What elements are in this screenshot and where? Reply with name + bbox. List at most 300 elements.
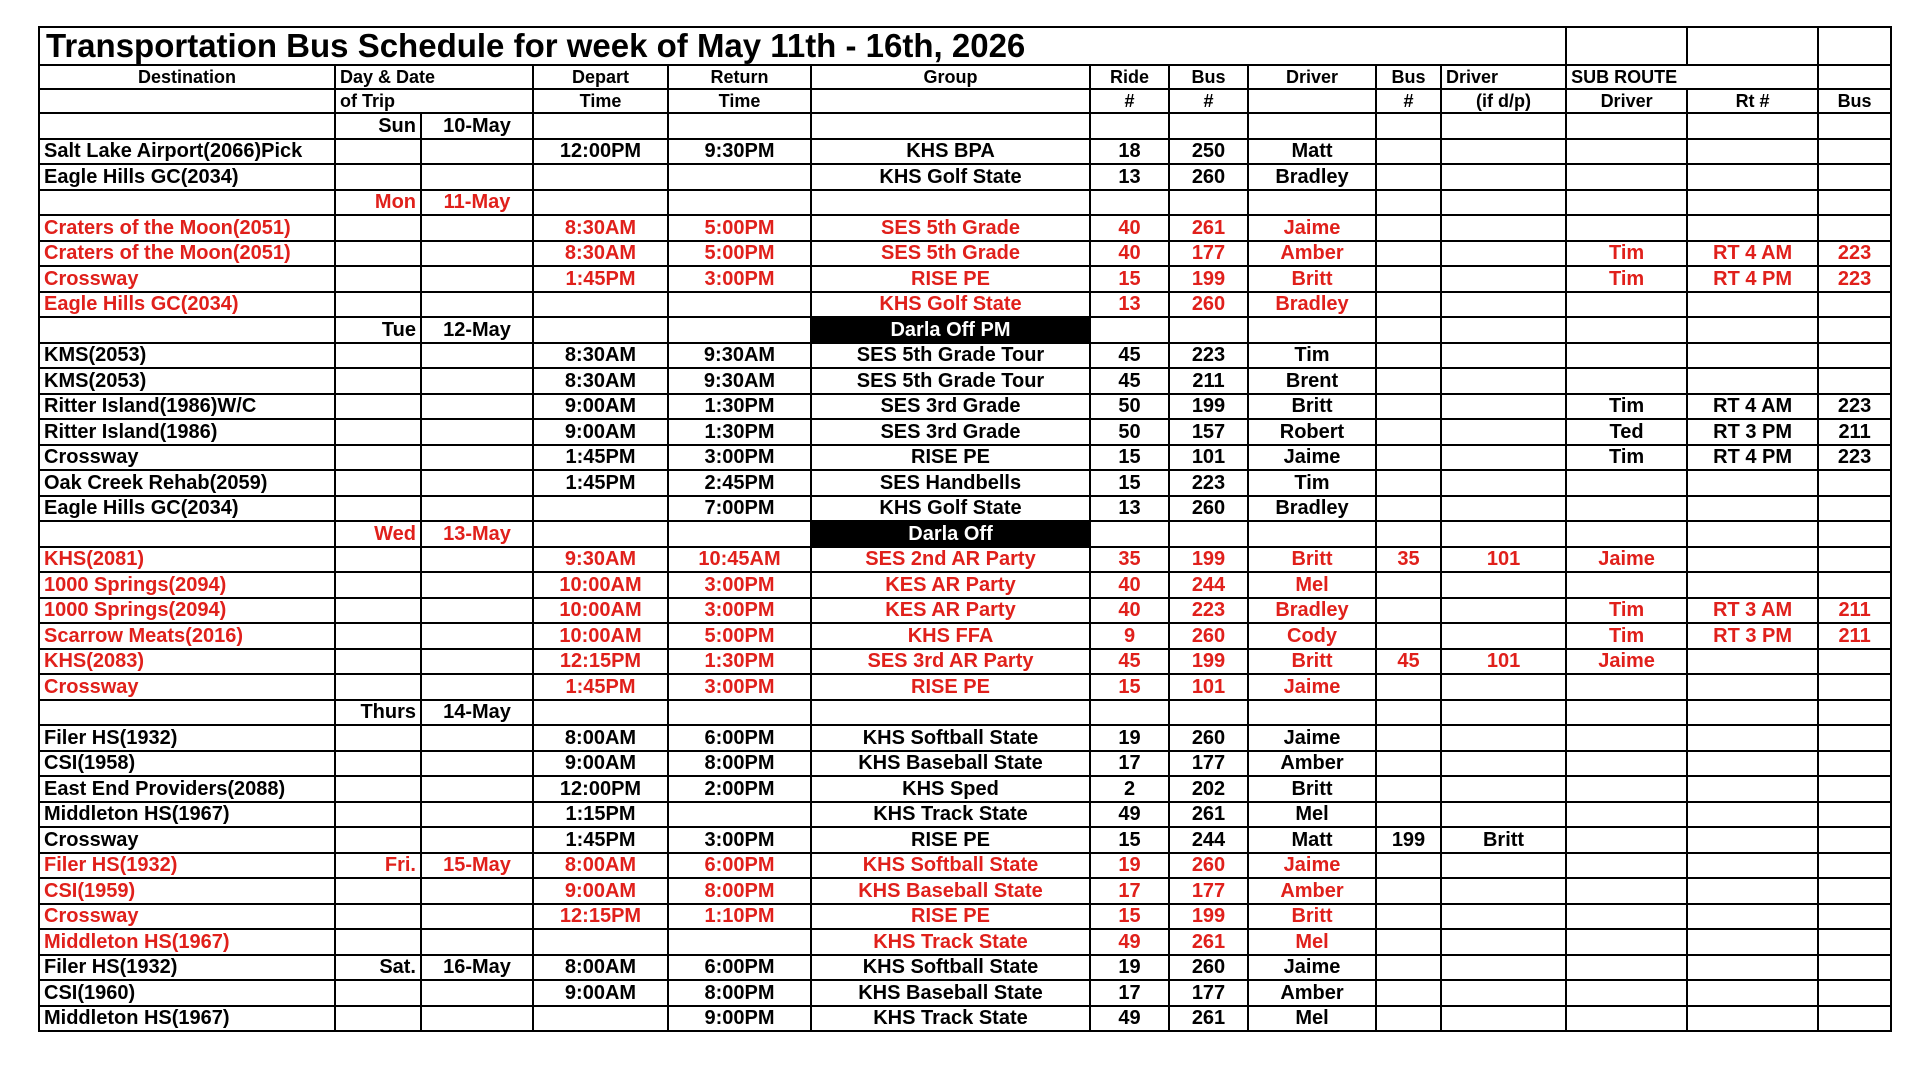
depart-cell [533,190,668,216]
date-cell [421,802,533,828]
rt-num-cell [1687,572,1818,598]
col-header-return-time: Time [668,89,811,113]
depart-cell: 1:45PM [533,674,668,700]
sub-driver-cell [1566,955,1687,981]
bus-2-cell [1376,776,1441,802]
sub-driver-cell [1566,1006,1687,1032]
destination-cell [39,521,335,547]
driver-cell: Jaime [1248,445,1376,471]
depart-cell: 10:00AM [533,623,668,649]
driver-2-cell [1441,394,1566,420]
destination-cell: CSI(1960) [39,980,335,1006]
date-cell [421,547,533,573]
return-cell: 9:30AM [668,343,811,369]
date-cell [421,445,533,471]
return-cell [668,164,811,190]
sub-driver-cell [1566,929,1687,955]
ride-cell: 15 [1090,266,1169,292]
group-cell: SES 2nd AR Party [811,547,1090,573]
sub-driver-cell: Jaime [1566,649,1687,675]
day-cell [335,623,421,649]
depart-cell: 12:15PM [533,904,668,930]
driver-cell: Bradley [1248,496,1376,522]
destination-cell: Craters of the Moon(2051) [39,215,335,241]
group-cell: KHS Baseball State [811,751,1090,777]
driver-2-cell [1441,725,1566,751]
bus-2-cell [1376,980,1441,1006]
return-cell: 8:00PM [668,980,811,1006]
depart-cell [533,521,668,547]
driver-2-cell [1441,853,1566,879]
rt-num-cell [1687,215,1818,241]
ride-cell: 9 [1090,623,1169,649]
empty-cell [1687,521,1818,547]
return-cell: 3:00PM [668,445,811,471]
header-row-2 [39,89,1891,113]
day-cell [335,904,421,930]
return-cell: 5:00PM [668,215,811,241]
day-cell [335,827,421,853]
sub-bus-cell [1818,368,1891,394]
trip-row [39,598,1891,624]
depart-cell: 1:15PM [533,802,668,828]
rt-num-cell [1687,164,1818,190]
destination-cell: KMS(2053) [39,368,335,394]
title-empty-cell [1566,27,1687,65]
sub-driver-cell: Tim [1566,241,1687,267]
day-cell [335,674,421,700]
destination-cell: CSI(1959) [39,878,335,904]
bus-2-cell [1376,751,1441,777]
ride-cell: 45 [1090,343,1169,369]
sub-driver-cell [1566,496,1687,522]
bus-2-cell [1376,598,1441,624]
bus-2-cell [1376,674,1441,700]
ride-cell: 49 [1090,929,1169,955]
ride-cell: 15 [1090,827,1169,853]
return-cell: 9:30PM [668,139,811,165]
trip-row [39,751,1891,777]
depart-cell: 8:00AM [533,853,668,879]
date-cell [421,266,533,292]
depart-cell [533,496,668,522]
rt-num-cell [1687,827,1818,853]
day-cell [335,802,421,828]
sub-bus-cell [1818,853,1891,879]
date-cell [421,904,533,930]
bus-cell: 261 [1169,802,1248,828]
col-header-driver-2: Driver [1441,65,1566,89]
col-header-driver: Driver [1248,65,1376,89]
empty-cell [1248,317,1376,343]
title-row [39,27,1891,65]
destination-cell: Crossway [39,827,335,853]
bus-2-cell [1376,139,1441,165]
group-cell: KHS Softball State [811,725,1090,751]
date-cell [421,139,533,165]
ride-cell: 18 [1090,139,1169,165]
sub-driver-cell: Jaime [1566,547,1687,573]
sub-bus-cell [1818,751,1891,777]
trip-row [39,649,1891,675]
depart-cell: 8:30AM [533,343,668,369]
empty-cell [1441,190,1566,216]
group-cell: RISE PE [811,445,1090,471]
day-row [39,190,1891,216]
bus-cell: 260 [1169,496,1248,522]
return-cell: 8:00PM [668,878,811,904]
driver-2-cell [1441,878,1566,904]
ride-cell: 35 [1090,547,1169,573]
sub-driver-cell [1566,802,1687,828]
ride-cell: 50 [1090,419,1169,445]
sub-driver-cell [1566,776,1687,802]
sub-bus-cell [1818,955,1891,981]
day-row [39,700,1891,726]
driver-2-cell [1441,470,1566,496]
rt-num-cell: RT 4 AM [1687,394,1818,420]
sub-driver-cell [1566,980,1687,1006]
driver-2-cell [1441,1006,1566,1032]
driver-cell: Jaime [1248,674,1376,700]
day-cell [335,649,421,675]
group-cell: SES Handbells [811,470,1090,496]
driver-2-cell [1441,674,1566,700]
date-cell [421,496,533,522]
empty-cell [1090,190,1169,216]
sub-bus-cell: 211 [1818,623,1891,649]
sub-driver-cell [1566,343,1687,369]
bus-cell: 177 [1169,878,1248,904]
ride-cell: 13 [1090,496,1169,522]
bus-cell: 101 [1169,445,1248,471]
ride-cell: 40 [1090,241,1169,267]
sub-bus-cell [1818,649,1891,675]
driver-cell: Britt [1248,776,1376,802]
trip-row [39,827,1891,853]
driver-2-cell [1441,139,1566,165]
date-cell [421,292,533,318]
day-cell [335,394,421,420]
sub-driver-cell [1566,164,1687,190]
bus-cell: 177 [1169,751,1248,777]
return-cell: 6:00PM [668,955,811,981]
day-cell [335,292,421,318]
col-header-destination: Destination [39,65,335,89]
empty-cell [1566,700,1687,726]
driver-2-cell [1441,751,1566,777]
day-row [39,113,1891,139]
trip-row [39,929,1891,955]
date-cell [421,419,533,445]
date-cell [421,470,533,496]
trip-row [39,241,1891,267]
group-cell: SES 3rd Grade [811,394,1090,420]
driver-cell: Britt [1248,394,1376,420]
day-cell [335,139,421,165]
bus-2-cell [1376,1006,1441,1032]
bus-cell: 260 [1169,623,1248,649]
group-cell: SES 5th Grade Tour [811,368,1090,394]
group-cell: SES 5th Grade [811,215,1090,241]
col-header-of-trip: of Trip [335,89,533,113]
sub-bus-cell [1818,547,1891,573]
col-header-sub-route: SUB ROUTE [1566,65,1818,89]
return-cell: 3:00PM [668,598,811,624]
destination-cell: KMS(2053) [39,343,335,369]
return-cell: 1:30PM [668,419,811,445]
driver-cell: Jaime [1248,955,1376,981]
sub-bus-cell [1818,827,1891,853]
destination-cell: Eagle Hills GC(2034) [39,164,335,190]
driver-cell: Britt [1248,547,1376,573]
bus-2-cell [1376,215,1441,241]
depart-cell: 10:00AM [533,572,668,598]
destination-cell: Crossway [39,904,335,930]
col-header-depart-time: Time [533,89,668,113]
empty-cell [1248,113,1376,139]
rt-num-cell [1687,139,1818,165]
title-empty-cell [1818,27,1891,65]
header-row-1 [39,65,1891,89]
sub-driver-cell [1566,853,1687,879]
day-cell [335,266,421,292]
group-cell: KHS Sped [811,776,1090,802]
col-header-empty [1248,89,1376,113]
col-header-depart: Depart [533,65,668,89]
col-header-empty [1818,65,1891,89]
return-cell [668,113,811,139]
title-empty-cell [1687,27,1818,65]
empty-cell [1169,521,1248,547]
driver-cell: Britt [1248,649,1376,675]
group-cell [811,113,1090,139]
day-cell [335,343,421,369]
return-cell [668,317,811,343]
bus-cell: 223 [1169,470,1248,496]
depart-cell: 9:00AM [533,419,668,445]
driver-2-cell [1441,496,1566,522]
trip-row [39,368,1891,394]
depart-cell: 1:45PM [533,470,668,496]
trip-row [39,394,1891,420]
return-cell: 3:00PM [668,266,811,292]
driver-cell: Jaime [1248,853,1376,879]
driver-cell: Tim [1248,343,1376,369]
return-cell [668,190,811,216]
empty-cell [1818,700,1891,726]
sub-driver-cell [1566,751,1687,777]
date-cell: 10-May [421,113,533,139]
destination-cell: KHS(2081) [39,547,335,573]
bus-2-cell [1376,623,1441,649]
trip-row [39,904,1891,930]
rt-num-cell [1687,904,1818,930]
sub-driver-cell [1566,827,1687,853]
group-cell: RISE PE [811,827,1090,853]
date-cell [421,368,533,394]
group-cell: KHS Baseball State [811,980,1090,1006]
rt-num-cell: RT 4 AM [1687,241,1818,267]
trip-row [39,955,1891,981]
empty-cell [1818,521,1891,547]
day-cell: Mon [335,190,421,216]
group-cell: KHS Golf State [811,292,1090,318]
group-cell [811,700,1090,726]
driver-cell: Mel [1248,929,1376,955]
empty-cell [1376,521,1441,547]
date-cell [421,725,533,751]
bus-2-cell [1376,929,1441,955]
bus-cell: 211 [1169,368,1248,394]
bus-2-cell [1376,343,1441,369]
return-cell [668,292,811,318]
date-cell [421,674,533,700]
destination-cell: Crossway [39,266,335,292]
sub-driver-cell: Tim [1566,623,1687,649]
bus-2-cell [1376,904,1441,930]
date-cell [421,241,533,267]
return-cell: 9:00PM [668,1006,811,1032]
ride-cell: 13 [1090,164,1169,190]
rt-num-cell [1687,343,1818,369]
ride-cell: 49 [1090,802,1169,828]
col-header-ride: Ride [1090,65,1169,89]
group-cell: KHS Golf State [811,496,1090,522]
return-cell: 3:00PM [668,827,811,853]
empty-cell [1687,700,1818,726]
rt-num-cell [1687,751,1818,777]
date-cell [421,215,533,241]
day-cell [335,547,421,573]
empty-cell [1090,317,1169,343]
bus-2-cell [1376,292,1441,318]
driver-2-cell [1441,776,1566,802]
bus-cell: 199 [1169,547,1248,573]
trip-row [39,266,1891,292]
depart-cell: 9:30AM [533,547,668,573]
trip-row [39,878,1891,904]
sub-driver-cell: Tim [1566,394,1687,420]
bus-cell: 202 [1169,776,1248,802]
destination-cell: Crossway [39,445,335,471]
bus-cell: 260 [1169,725,1248,751]
empty-cell [1441,113,1566,139]
ride-cell: 17 [1090,878,1169,904]
depart-cell: 12:00PM [533,776,668,802]
day-cell [335,776,421,802]
depart-cell: 8:30AM [533,241,668,267]
return-cell: 10:45AM [668,547,811,573]
trip-row [39,802,1891,828]
sub-bus-cell [1818,572,1891,598]
driver-2-cell [1441,368,1566,394]
driver-cell: Bradley [1248,164,1376,190]
driver-2-cell [1441,343,1566,369]
group-cell: KHS Golf State [811,164,1090,190]
bus-cell: 244 [1169,572,1248,598]
driver-cell: Mel [1248,572,1376,598]
sub-bus-cell: 223 [1818,241,1891,267]
bus-cell: 157 [1169,419,1248,445]
sub-bus-cell [1818,343,1891,369]
driver-2-cell [1441,241,1566,267]
sub-driver-cell [1566,572,1687,598]
group-cell: RISE PE [811,674,1090,700]
group-cell: KHS Track State [811,929,1090,955]
destination-cell: CSI(1958) [39,751,335,777]
return-cell: 1:30PM [668,394,811,420]
group-cell: KHS BPA [811,139,1090,165]
bus-2-cell [1376,725,1441,751]
bus-cell: 199 [1169,904,1248,930]
driver-cell: Bradley [1248,292,1376,318]
rt-num-cell [1687,368,1818,394]
depart-cell: 1:45PM [533,445,668,471]
sub-bus-cell [1818,674,1891,700]
sub-driver-cell [1566,878,1687,904]
depart-cell: 8:00AM [533,725,668,751]
date-cell [421,343,533,369]
ride-cell: 17 [1090,980,1169,1006]
destination-cell: Middleton HS(1967) [39,929,335,955]
bus-cell: 101 [1169,674,1248,700]
driver-cell: Amber [1248,751,1376,777]
empty-cell [1687,317,1818,343]
ride-cell: 40 [1090,598,1169,624]
rt-num-cell [1687,955,1818,981]
empty-cell [1376,700,1441,726]
empty-cell [1169,190,1248,216]
rt-num-cell [1687,853,1818,879]
bus-cell: 261 [1169,215,1248,241]
return-cell: 6:00PM [668,853,811,879]
driver-2-cell [1441,445,1566,471]
bus-cell: 223 [1169,343,1248,369]
ride-cell: 19 [1090,955,1169,981]
destination-cell: East End Providers(2088) [39,776,335,802]
return-cell: 5:00PM [668,241,811,267]
return-cell: 1:30PM [668,649,811,675]
depart-cell [533,929,668,955]
destination-cell: Ritter Island(1986)W/C [39,394,335,420]
rt-num-cell [1687,674,1818,700]
date-cell [421,929,533,955]
sub-driver-cell [1566,725,1687,751]
empty-cell [1169,700,1248,726]
ride-cell: 19 [1090,725,1169,751]
driver-2-cell [1441,266,1566,292]
destination-cell [39,700,335,726]
date-cell [421,980,533,1006]
depart-cell: 8:30AM [533,215,668,241]
ride-cell: 15 [1090,445,1169,471]
depart-cell [533,317,668,343]
sub-driver-cell: Tim [1566,266,1687,292]
ride-cell: 17 [1090,751,1169,777]
group-cell: KHS Track State [811,802,1090,828]
driver-2-cell [1441,929,1566,955]
bus-2-cell [1376,572,1441,598]
bus-2-cell [1376,241,1441,267]
bus-2-cell [1376,394,1441,420]
date-cell: 14-May [421,700,533,726]
trip-row [39,980,1891,1006]
rt-num-cell [1687,929,1818,955]
empty-cell [1566,317,1687,343]
empty-cell [1376,113,1441,139]
group-cell: KHS FFA [811,623,1090,649]
